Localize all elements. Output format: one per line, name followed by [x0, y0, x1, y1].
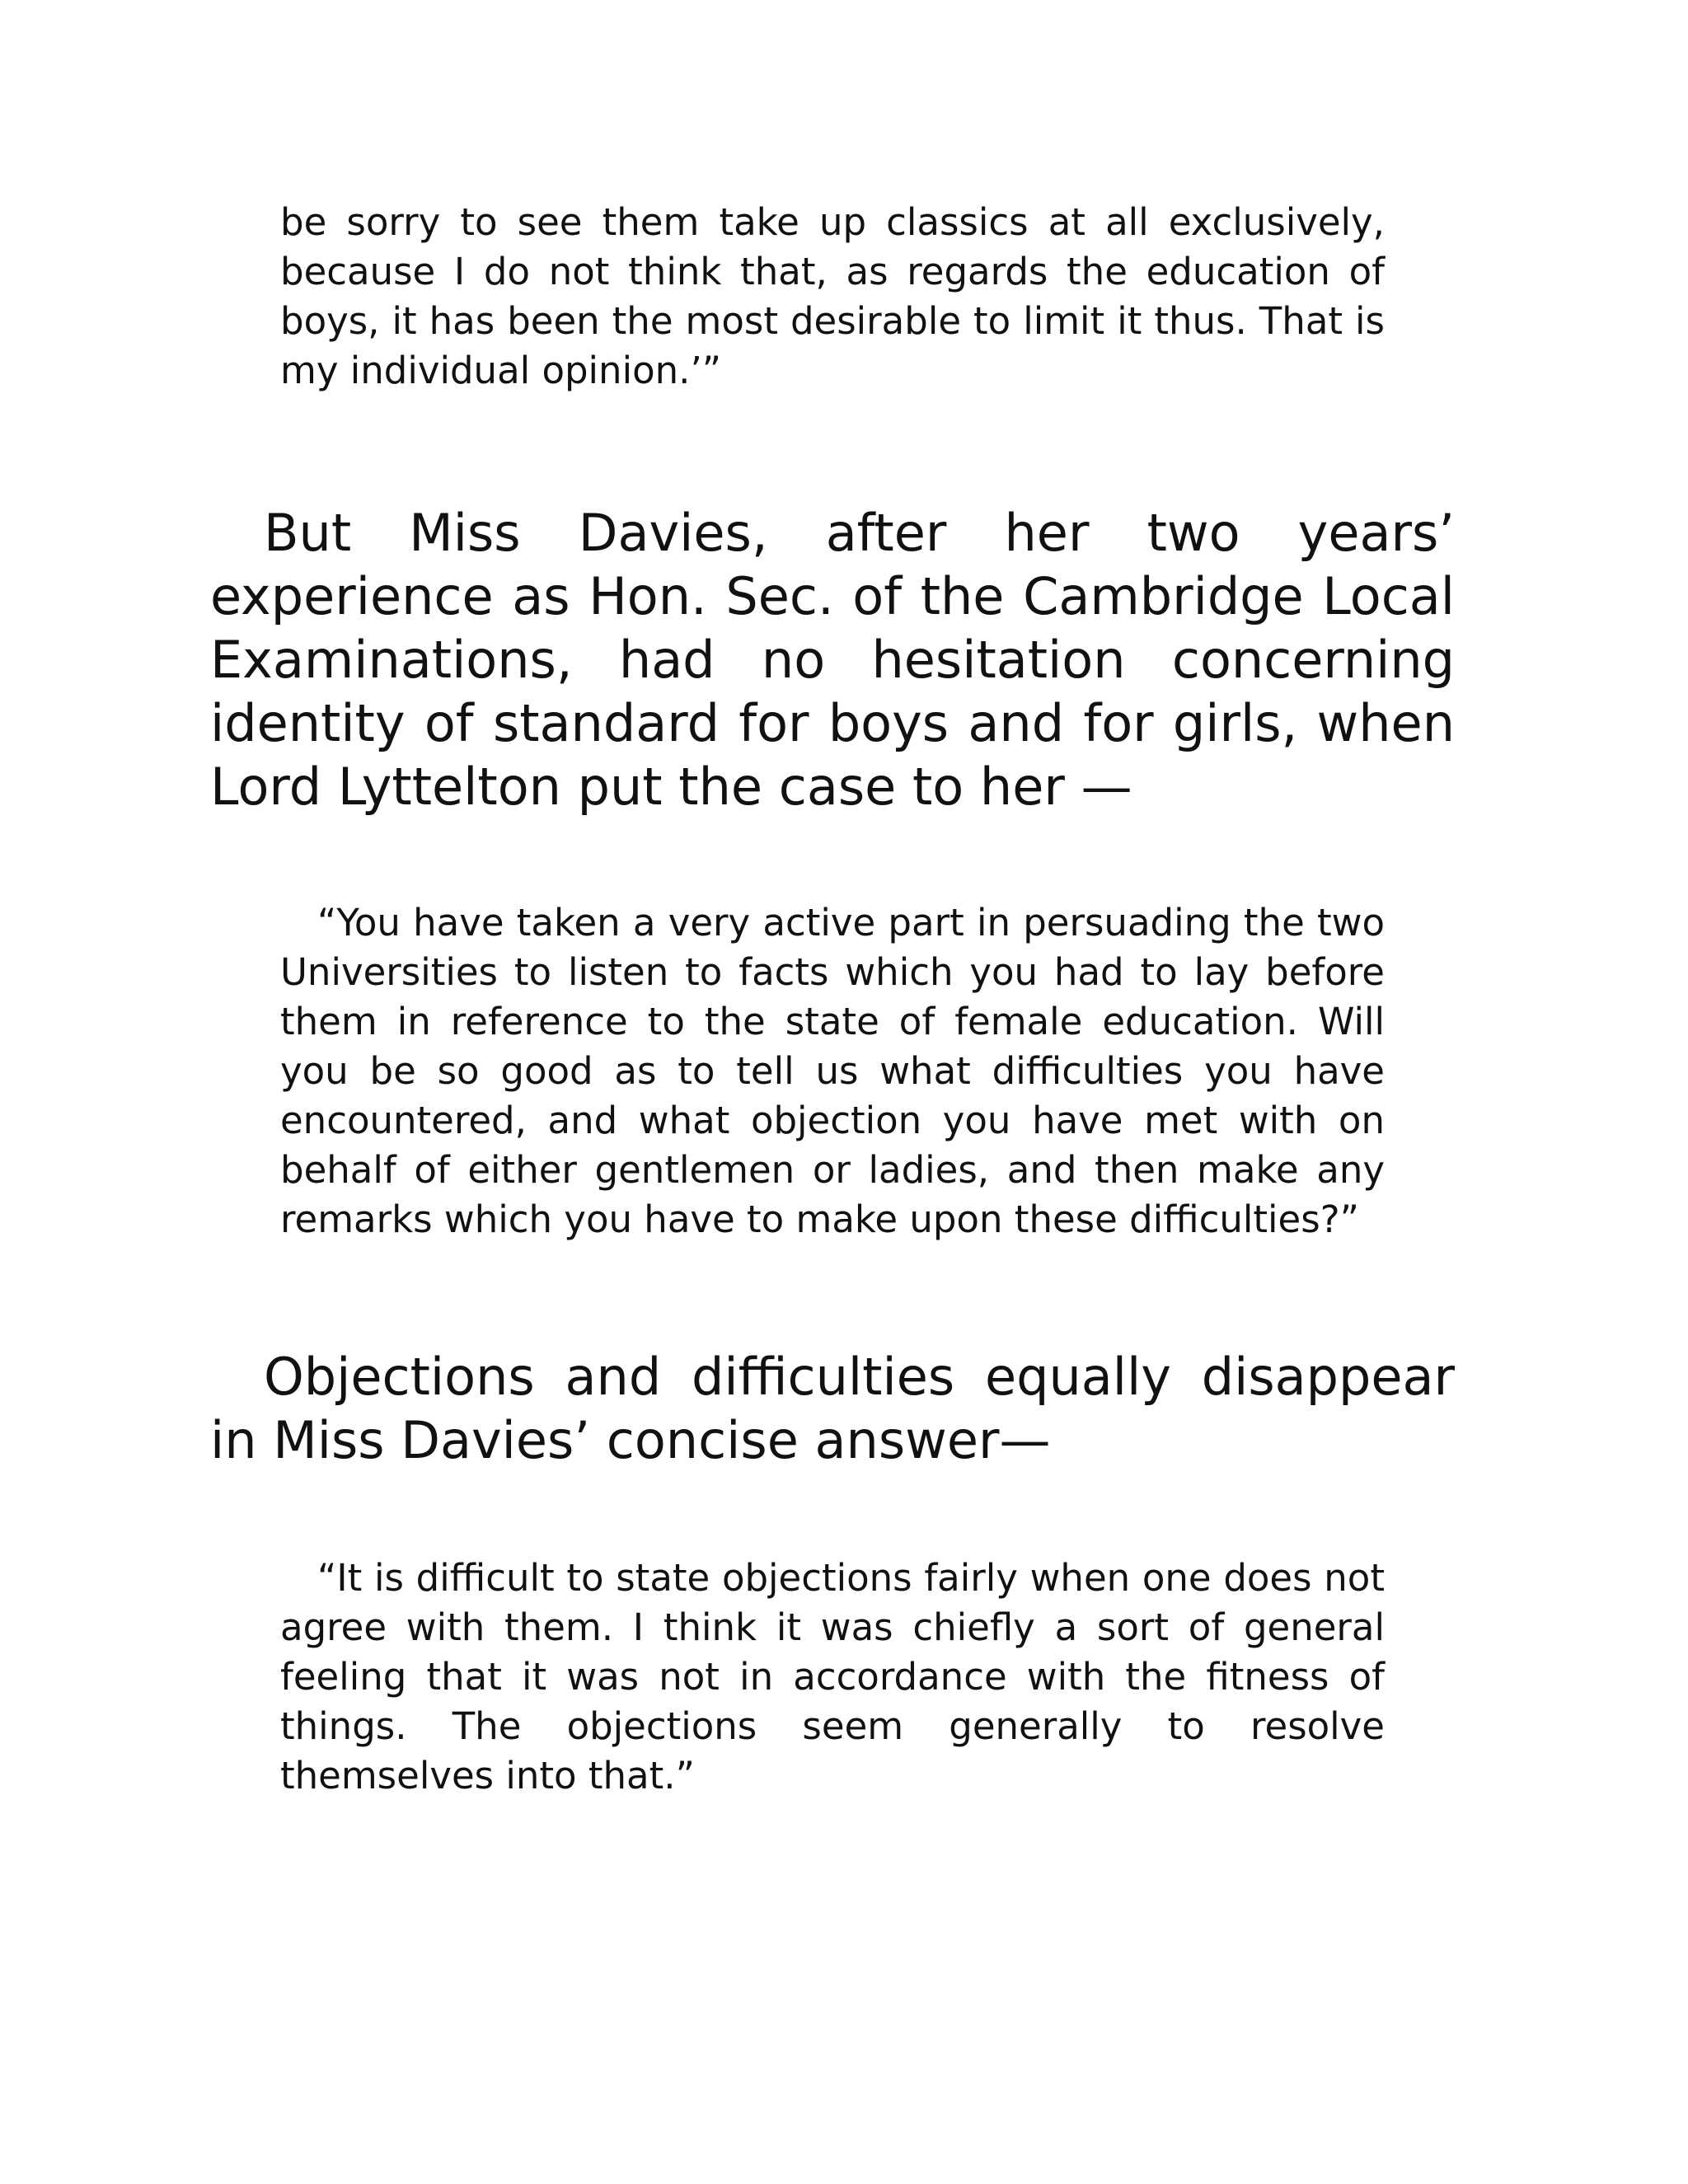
block-quote-answer: “It is difficult to state objections fairly when one does not agree with them. I think it was chiefly a sort of general feeling that it was not in accordance with the fitness of things. The objections seem generally to resolve themselves into that.”: [280, 1556, 1385, 1797]
block-quote-continuation: be sorry to see them take up classics at all exclusively, because I do not think that, as regards the education of boys, it has been the most desirable to limit it thus. That is my individual opinion.’”: [280, 200, 1385, 392]
block-quote-question: “You have taken a very active part in persuading the two Universities to listen to facts which you had to lay before them in reference to the state of female education. Will you be so good as to tell us what difficulties you have encountered, and what objection you have met with on behalf of either gentlemen or ladies, and then make any remarks which you have to make upon these difficulties?”: [280, 901, 1385, 1241]
body-paragraph: But Miss Davies, after her two years’ experience as Hon. Sec. of the Cambridge Local Examinations, had no hesitation concerning identity of standard for boys and for girls, when Lord Lyttelton put the case to her —: [210, 503, 1455, 817]
body-paragraph: Objections and difficulties equally disappear in Miss Davies’ concise answer—: [210, 1347, 1455, 1470]
